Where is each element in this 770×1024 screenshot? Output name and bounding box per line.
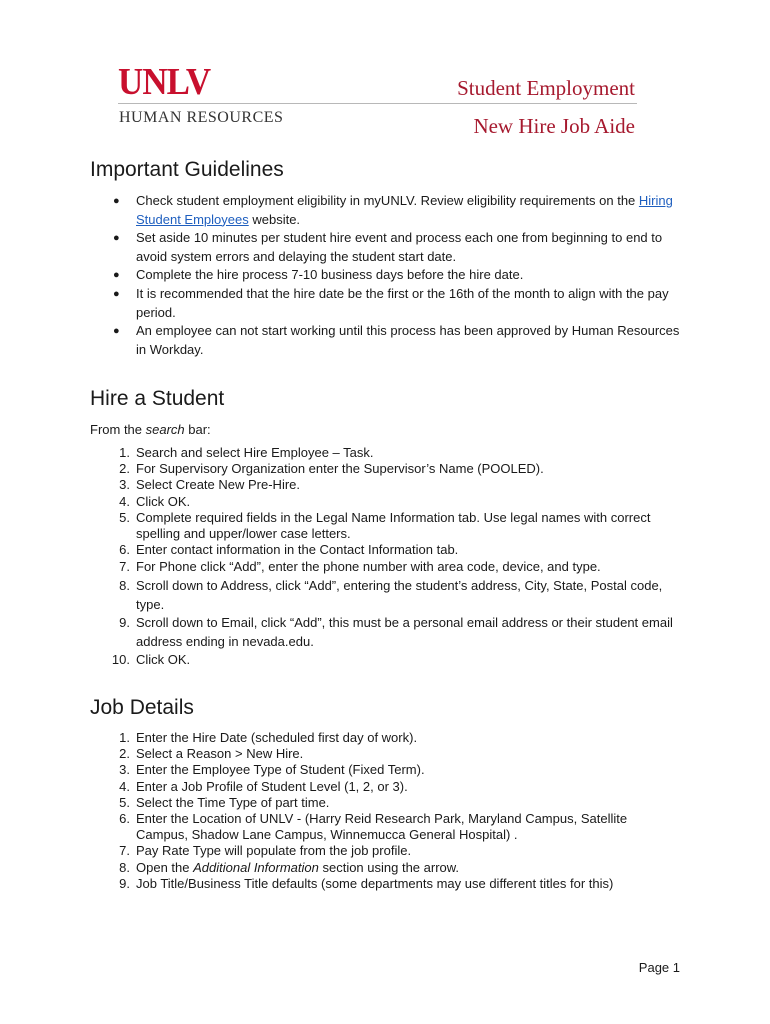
list-item: [90, 445, 680, 461]
list-item: [90, 876, 680, 892]
guideline-text: Check student employment eligibility in myUNLV. Review eligibility requirements on the: [136, 193, 639, 208]
step-text: Select the Time Type of part time.: [136, 794, 330, 810]
step-emphasis: Additional Information: [193, 859, 319, 875]
bullet-icon: ●: [113, 269, 120, 282]
guideline-text: It is recommended that the hire date be the first or the 16th of the month to align with the pay period.: [136, 285, 669, 320]
guideline-text: website.: [248, 211, 301, 227]
step-number: 6.: [119, 811, 130, 827]
list-item: [90, 229, 680, 266]
guideline-text: An employee can not start working until this process has been approved by Human Resources in Workday.: [136, 323, 680, 357]
step-text: Job Title/Business Title defaults (some departments may use different titles for this): [136, 875, 614, 891]
guidelines-heading: Important Guidelines: [90, 158, 284, 181]
step-number: 6.: [119, 542, 130, 558]
list-item: [90, 461, 680, 477]
step-number: 3.: [119, 477, 130, 493]
step-number: 4.: [119, 778, 130, 794]
document-title-line1: Student Employment: [457, 76, 635, 100]
step-text: Select Create New Pre-Hire.: [136, 477, 300, 493]
step-text: section using the arrow.: [318, 859, 460, 875]
job-steps-list: [90, 730, 680, 892]
step-text: Select a Reason > New Hire.: [136, 746, 304, 762]
step-text: For Supervisory Organization enter the Supervisor’s Name (POOLED).: [136, 461, 544, 477]
job-details-heading: Job Details: [90, 696, 194, 719]
step-text: Enter contact information in the Contact Information tab.: [136, 542, 459, 558]
unlv-logo: UNLV: [118, 61, 211, 103]
hire-intro: [90, 421, 211, 438]
intro-text: bar:: [184, 422, 211, 437]
bullet-icon: ●: [113, 195, 120, 207]
step-number: 1.: [119, 445, 130, 460]
step-number: 9.: [119, 875, 130, 891]
step-text: Complete required fields in the Legal Name Information tab. Use legal names with correct spelling and upper/lower case letters.: [136, 509, 651, 542]
step-text: Enter the Employee Type of Student (Fixed Term).: [136, 762, 425, 778]
list-item: [90, 266, 680, 285]
step-number: 9.: [119, 615, 130, 631]
list-item: [90, 577, 680, 614]
step-text: Click OK.: [136, 652, 191, 668]
step-number: 8.: [119, 859, 130, 875]
guidelines-list: [90, 192, 680, 359]
step-text: Scroll down to Address, click “Add”, entering the student’s address, City, State, Postal code, type.: [136, 578, 663, 612]
step-number: 3.: [119, 762, 130, 778]
list-item: [90, 542, 680, 558]
intro-emphasis: search: [145, 422, 185, 437]
list-item: [90, 795, 680, 811]
step-number: 1.: [119, 730, 130, 745]
step-text: Enter the Location of UNLV - (Harry Reid Research Park, Maryland Campus, Satellite Campus, Shadow Lane Campus, Winnemucca General Hospital) .: [136, 811, 628, 843]
step-number: 7.: [119, 559, 130, 575]
step-number: 2.: [119, 746, 130, 762]
hire-heading: Hire a Student: [90, 387, 225, 410]
step-number: 5.: [119, 509, 130, 525]
list-item: [90, 494, 680, 510]
step-number: 4.: [119, 493, 130, 509]
step-text: For Phone click “Add”, enter the phone number with area code, device, and type.: [136, 559, 601, 575]
list-item: [90, 762, 680, 778]
header-divider: [118, 103, 637, 104]
hiring-student-employees-link[interactable]: Hiring Student Employees: [136, 193, 673, 227]
step-text: Open the: [136, 859, 194, 875]
list-item: [90, 651, 680, 670]
list-item: [90, 860, 680, 876]
human-resources-logo-text: HUMAN RESOURCES: [119, 109, 284, 126]
list-item: [90, 510, 680, 542]
list-item: [90, 746, 680, 762]
step-text: Pay Rate Type will populate from the job profile.: [136, 843, 412, 859]
list-item: [90, 192, 680, 229]
guideline-text: Set aside 10 minutes per student hire event and process each one from beginning to end to avoid system errors and delaying the student start date.: [136, 230, 663, 264]
hire-steps-list: [90, 445, 680, 670]
step-number: 2.: [119, 461, 130, 477]
list-item: [90, 285, 680, 322]
document-title-line2: New Hire Job Aide: [473, 114, 635, 138]
step-number: 5.: [119, 794, 130, 810]
list-item: [90, 477, 680, 493]
step-number: 7.: [119, 843, 130, 859]
step-number: 8.: [119, 578, 130, 594]
list-item: [90, 322, 680, 359]
bullet-icon: ●: [113, 325, 120, 338]
list-item: [90, 558, 680, 577]
step-text: Click OK.: [136, 493, 191, 509]
bullet-icon: ●: [113, 232, 120, 245]
step-text: Scroll down to Email, click “Add”, this must be a personal email address or their student email address ending in nevada.edu.: [136, 615, 673, 649]
list-item: [90, 730, 680, 746]
guideline-text: Complete the hire process 7-10 business days before the hire date.: [136, 267, 524, 283]
list-item: [90, 779, 680, 795]
step-text: Search and select Hire Employee – Task.: [136, 445, 374, 460]
step-text: Enter the Hire Date (scheduled first day of work).: [136, 730, 418, 745]
step-number: 10.: [111, 652, 130, 668]
list-item: [90, 843, 680, 859]
intro-text: From the: [90, 422, 146, 437]
list-item: [90, 614, 680, 651]
bullet-icon: ●: [113, 287, 120, 300]
step-text: Enter a Job Profile of Student Level (1, 2, or 3).: [136, 778, 408, 794]
page-number: Page 1: [638, 960, 680, 975]
list-item: [90, 811, 680, 843]
